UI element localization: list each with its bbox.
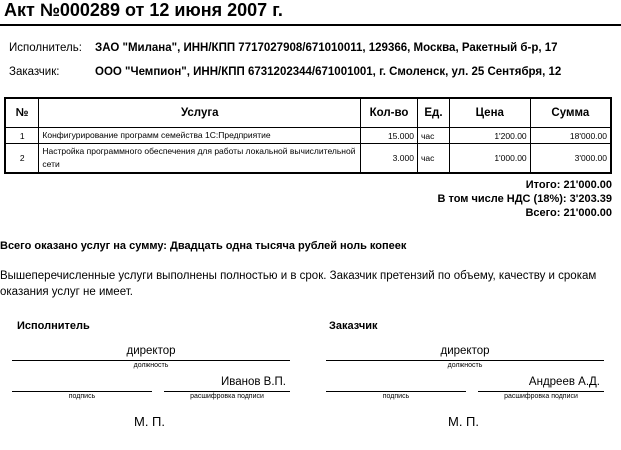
- customer-signature-caption: подпись: [382, 393, 410, 400]
- executor-stamp-mark: М. П.: [134, 414, 166, 429]
- cell-price: 1'200.00: [449, 128, 530, 144]
- vat-line: В том числе НДС (18%): 3'203.39: [437, 193, 612, 205]
- col-header-service: Услуга: [39, 98, 361, 128]
- col-header-num: №: [5, 98, 39, 128]
- customer-name: Андреев А.Д.: [528, 376, 600, 388]
- executor-signature-line: [12, 391, 152, 392]
- services-table: [4, 97, 612, 174]
- cell-unit: час: [417, 128, 449, 144]
- executor-value: ЗАО "Милана", ИНН/КПП 7717027908/671010011, 129366, Москва, Ракетный б-р, 17: [95, 42, 558, 54]
- customer-name-caption: расшифровка подписи: [504, 393, 578, 400]
- cell-num: 1: [5, 128, 39, 144]
- executor-name-caption: расшифровка подписи: [190, 393, 264, 400]
- grand-total-line: Всего: 21'000.00: [525, 207, 612, 219]
- col-header-price: Цена: [449, 98, 530, 128]
- cell-qty: 3.000: [361, 144, 418, 174]
- cell-unit: час: [417, 144, 449, 174]
- customer-name-line: [478, 391, 604, 392]
- cell-service: Настройка программного обеспечения для работы локальной вычислительной сети: [39, 144, 361, 174]
- customer-value: ООО "Чемпион", ИНН/КПП 6731202344/671001001, г. Смоленск, ул. 25 Сентября, 12: [95, 66, 562, 78]
- sum-in-words: Всего оказано услуг на сумму: Двадцать одна тысяча рублей ноль копеек: [0, 240, 407, 252]
- total-line: Итого: 21'000.00: [525, 179, 612, 191]
- table-row: [5, 144, 611, 174]
- cell-num: 2: [5, 144, 39, 174]
- col-header-qty: Кол-во: [361, 98, 418, 128]
- col-header-sum: Сумма: [530, 98, 611, 128]
- cell-qty: 15.000: [361, 128, 418, 144]
- customer-signature-line: [326, 391, 466, 392]
- customer-label: Заказчик:: [9, 66, 60, 78]
- completion-note: Вышеперечисленные услуги выполнены полностью и в срок. Заказчик претензий по объему, качеству и срокам оказания услуг не имеет.: [0, 270, 597, 298]
- customer-position-caption: должность: [447, 362, 483, 369]
- table-header-row: [5, 98, 611, 128]
- customer-signature-heading: Заказчик: [329, 320, 378, 332]
- executor-name: Иванов В.П.: [220, 376, 286, 388]
- executor-position: директор: [126, 345, 176, 357]
- cell-service: Конфигурирование программ семейства 1С:Предприятие: [39, 128, 361, 144]
- executor-label: Исполнитель:: [9, 42, 82, 54]
- customer-position-line: [326, 360, 604, 361]
- executor-position-caption: должность: [133, 362, 169, 369]
- title-divider: [0, 24, 621, 26]
- cell-sum: 18'000.00: [530, 128, 611, 144]
- customer-stamp-mark: М. П.: [448, 414, 480, 429]
- executor-name-line: [164, 391, 290, 392]
- cell-price: 1'000.00: [449, 144, 530, 174]
- table-row: [5, 128, 611, 144]
- document-title: Акт №000289 от 12 июня 2007 г.: [4, 0, 283, 20]
- customer-position: директор: [440, 345, 490, 357]
- col-header-unit: Ед.: [417, 98, 449, 128]
- executor-position-line: [12, 360, 290, 361]
- executor-signature-heading: Исполнитель: [17, 320, 90, 332]
- executor-signature-caption: подпись: [68, 393, 96, 400]
- cell-sum: 3'000.00: [530, 144, 611, 174]
